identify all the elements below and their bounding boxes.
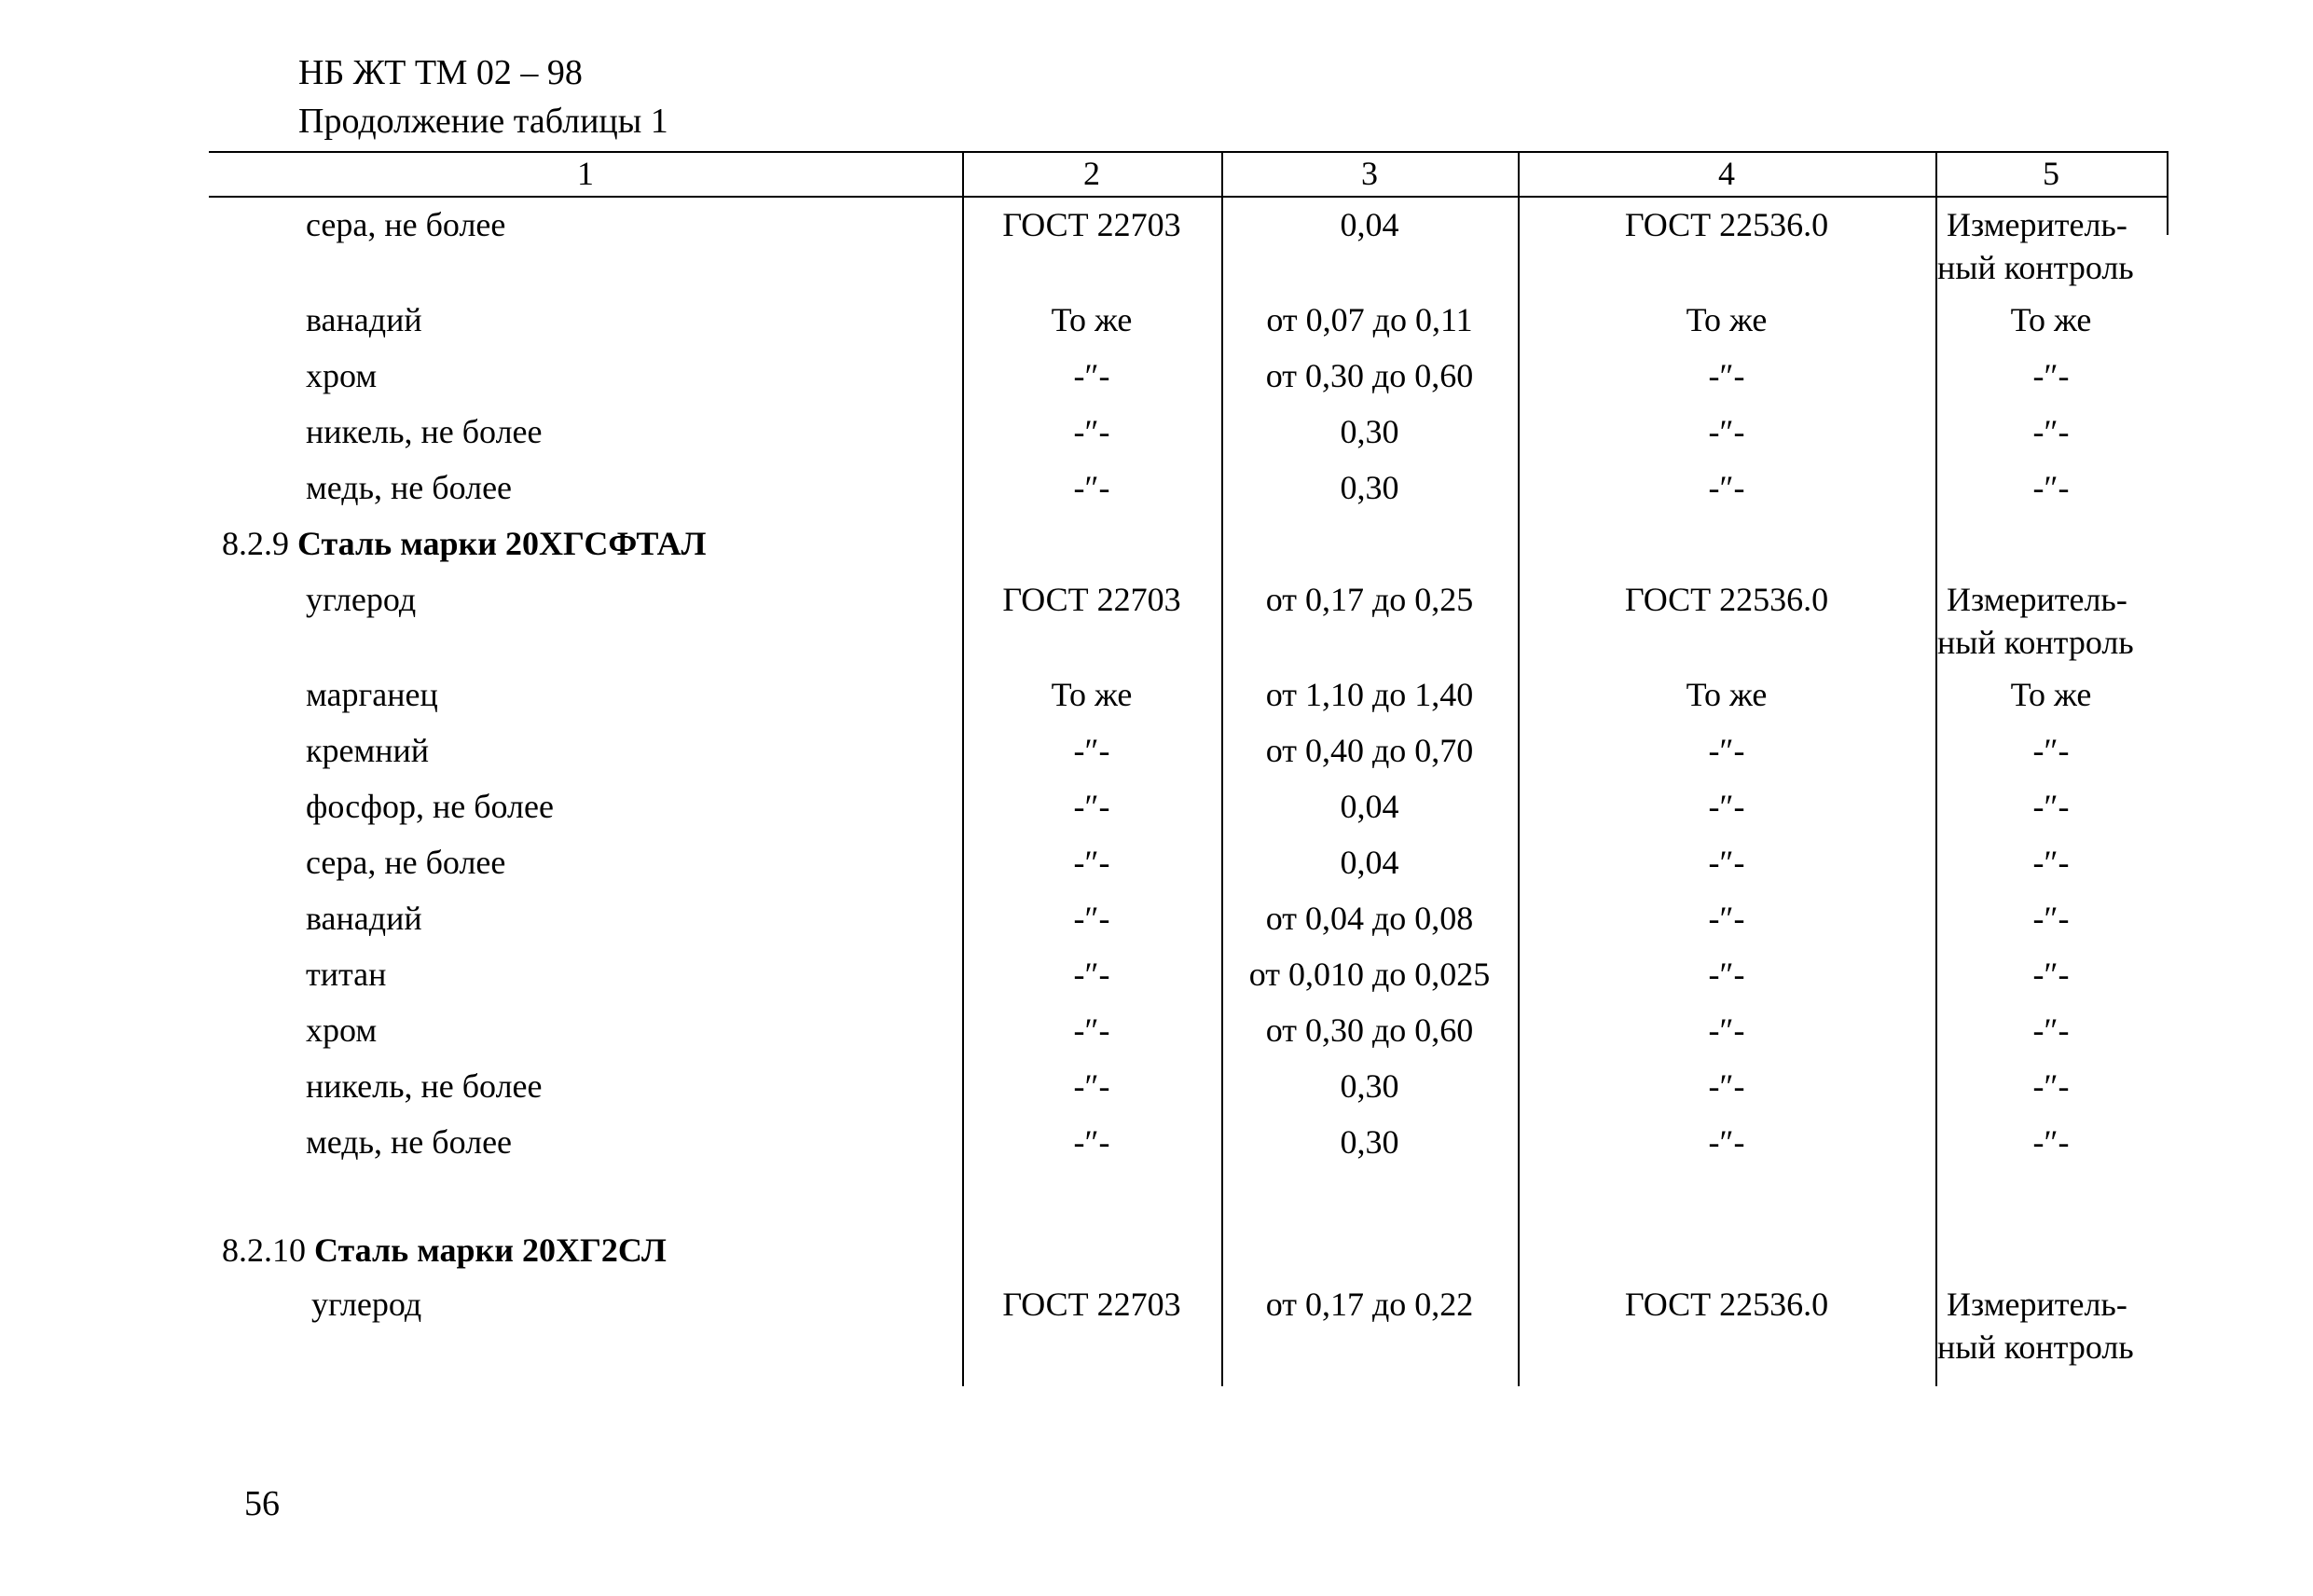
section-title: Сталь марки 20ХГСФТАЛ: [297, 525, 707, 562]
control-cell: -″-: [2032, 413, 2070, 450]
component-name: углерод: [306, 581, 417, 618]
header-row-border: [209, 196, 2168, 198]
component-name: сера, не более: [306, 206, 506, 243]
column-number-5: 5: [2043, 155, 2059, 192]
value-cell: от 0,30 до 0,60: [1265, 357, 1474, 394]
section-heading: [222, 1229, 667, 1272]
column-number-1: 1: [577, 155, 594, 192]
component-name: хром: [306, 1011, 378, 1049]
value-cell: от 0,07 до 0,11: [1266, 301, 1473, 338]
standard-cell: -″-: [1073, 357, 1110, 394]
component-name: ванадий: [306, 301, 422, 338]
value-cell: от 0,17 до 0,25: [1265, 581, 1474, 618]
document-code: НБ ЖТ ТМ 02 – 98: [298, 53, 583, 92]
standard-cell: -″-: [1073, 469, 1110, 506]
control-cell: ный контроль: [1937, 249, 2134, 286]
method-cell: -″-: [1708, 900, 1745, 937]
value-cell: 0,30: [1340, 1123, 1399, 1161]
standard-cell: -″-: [1073, 1067, 1110, 1105]
method-cell: -″-: [1708, 357, 1745, 394]
method-cell: -″-: [1708, 844, 1745, 881]
control-cell: -″-: [2032, 1011, 2070, 1049]
control-cell: -″-: [2032, 732, 2070, 769]
standard-cell: -″-: [1073, 1123, 1110, 1161]
standard-cell: -″-: [1073, 788, 1110, 825]
control-cell: ный контроль: [1937, 624, 2134, 661]
method-cell: -″-: [1708, 732, 1745, 769]
control-cell: -″-: [2032, 788, 2070, 825]
component-name: хром: [306, 357, 378, 394]
component-name: кремний: [306, 732, 430, 769]
value-cell: 0,30: [1340, 413, 1399, 450]
standard-cell: То же: [1051, 676, 1133, 713]
component-name: титан: [306, 956, 387, 993]
control-cell: -″-: [2032, 1067, 2070, 1105]
control-cell: -″-: [2032, 900, 2070, 937]
component-name: никель, не более: [306, 1067, 543, 1105]
value-cell: 0,30: [1340, 469, 1399, 506]
component-name: медь, не более: [306, 1123, 513, 1161]
method-cell: То же: [1686, 676, 1768, 713]
value-cell: от 1,10 до 1,40: [1265, 676, 1474, 713]
page-number: 56: [244, 1484, 280, 1523]
value-cell: от 0,010 до 0,025: [1248, 956, 1491, 993]
value-cell: 0,30: [1340, 1067, 1399, 1105]
component-name: медь, не более: [306, 469, 513, 506]
component-name: фосфор, не более: [306, 788, 554, 825]
component-name: сера, не более: [306, 844, 506, 881]
table-top-border: [209, 151, 2168, 153]
control-cell: То же: [2010, 301, 2092, 338]
control-cell: -″-: [2032, 956, 2070, 993]
control-cell: -″-: [2032, 1123, 2070, 1161]
component-name: ванадий: [306, 900, 422, 937]
control-cell: Измеритель-: [1947, 206, 2127, 243]
component-name: никель, не более: [306, 413, 543, 450]
value-cell: от 0,40 до 0,70: [1265, 732, 1474, 769]
control-cell: -″-: [2032, 357, 2070, 394]
standard-cell: -″-: [1073, 956, 1110, 993]
standard-cell: -″-: [1073, 413, 1110, 450]
value-cell: 0,04: [1340, 206, 1399, 243]
section-title: Сталь марки 20ХГ2СЛ: [314, 1231, 667, 1269]
value-cell: 0,04: [1340, 788, 1399, 825]
control-cell: Измеритель-: [1947, 1286, 2127, 1323]
standard-cell: -″-: [1073, 732, 1110, 769]
control-cell: -″-: [2032, 844, 2070, 881]
method-cell: -″-: [1708, 1067, 1745, 1105]
control-cell: То же: [2010, 676, 2092, 713]
standard-cell: ГОСТ 22703: [1002, 581, 1181, 618]
standard-cell: ГОСТ 22703: [1002, 206, 1181, 243]
column-border-right: [2167, 151, 2168, 235]
column-number-3: 3: [1361, 155, 1378, 192]
control-cell: Измеритель-: [1947, 581, 2127, 618]
control-cell: ный контроль: [1937, 1328, 2134, 1366]
method-cell: -″-: [1708, 1011, 1745, 1049]
control-cell: -″-: [2032, 469, 2070, 506]
component-name: углерод: [311, 1286, 422, 1323]
method-cell: -″-: [1708, 469, 1745, 506]
value-cell: от 0,04 до 0,08: [1265, 900, 1474, 937]
value-cell: от 0,30 до 0,60: [1265, 1011, 1474, 1049]
method-cell: -″-: [1708, 1123, 1745, 1161]
method-cell: ГОСТ 22536.0: [1624, 206, 1829, 243]
document-header: [298, 48, 668, 145]
method-cell: ГОСТ 22536.0: [1624, 1286, 1829, 1323]
column-number-4: 4: [1718, 155, 1735, 192]
method-cell: ГОСТ 22536.0: [1624, 581, 1829, 618]
column-number-2: 2: [1083, 155, 1100, 192]
method-cell: То же: [1686, 301, 1768, 338]
standard-cell: -″-: [1073, 844, 1110, 881]
value-cell: от 0,17 до 0,22: [1265, 1286, 1474, 1323]
section-heading: [222, 522, 706, 565]
method-cell: -″-: [1708, 413, 1745, 450]
standard-cell: ГОСТ 22703: [1002, 1286, 1181, 1323]
table-caption: Продолжение таблицы 1: [298, 102, 668, 141]
method-cell: -″-: [1708, 788, 1745, 825]
section-number: 8.2.10: [222, 1231, 306, 1269]
standard-cell: -″-: [1073, 1011, 1110, 1049]
standard-cell: -″-: [1073, 900, 1110, 937]
section-number: 8.2.9: [222, 525, 289, 562]
method-cell: -″-: [1708, 956, 1745, 993]
specification-table: [209, 151, 2168, 1386]
value-cell: 0,04: [1340, 844, 1399, 881]
component-name: марганец: [306, 676, 438, 713]
standard-cell: То же: [1051, 301, 1133, 338]
